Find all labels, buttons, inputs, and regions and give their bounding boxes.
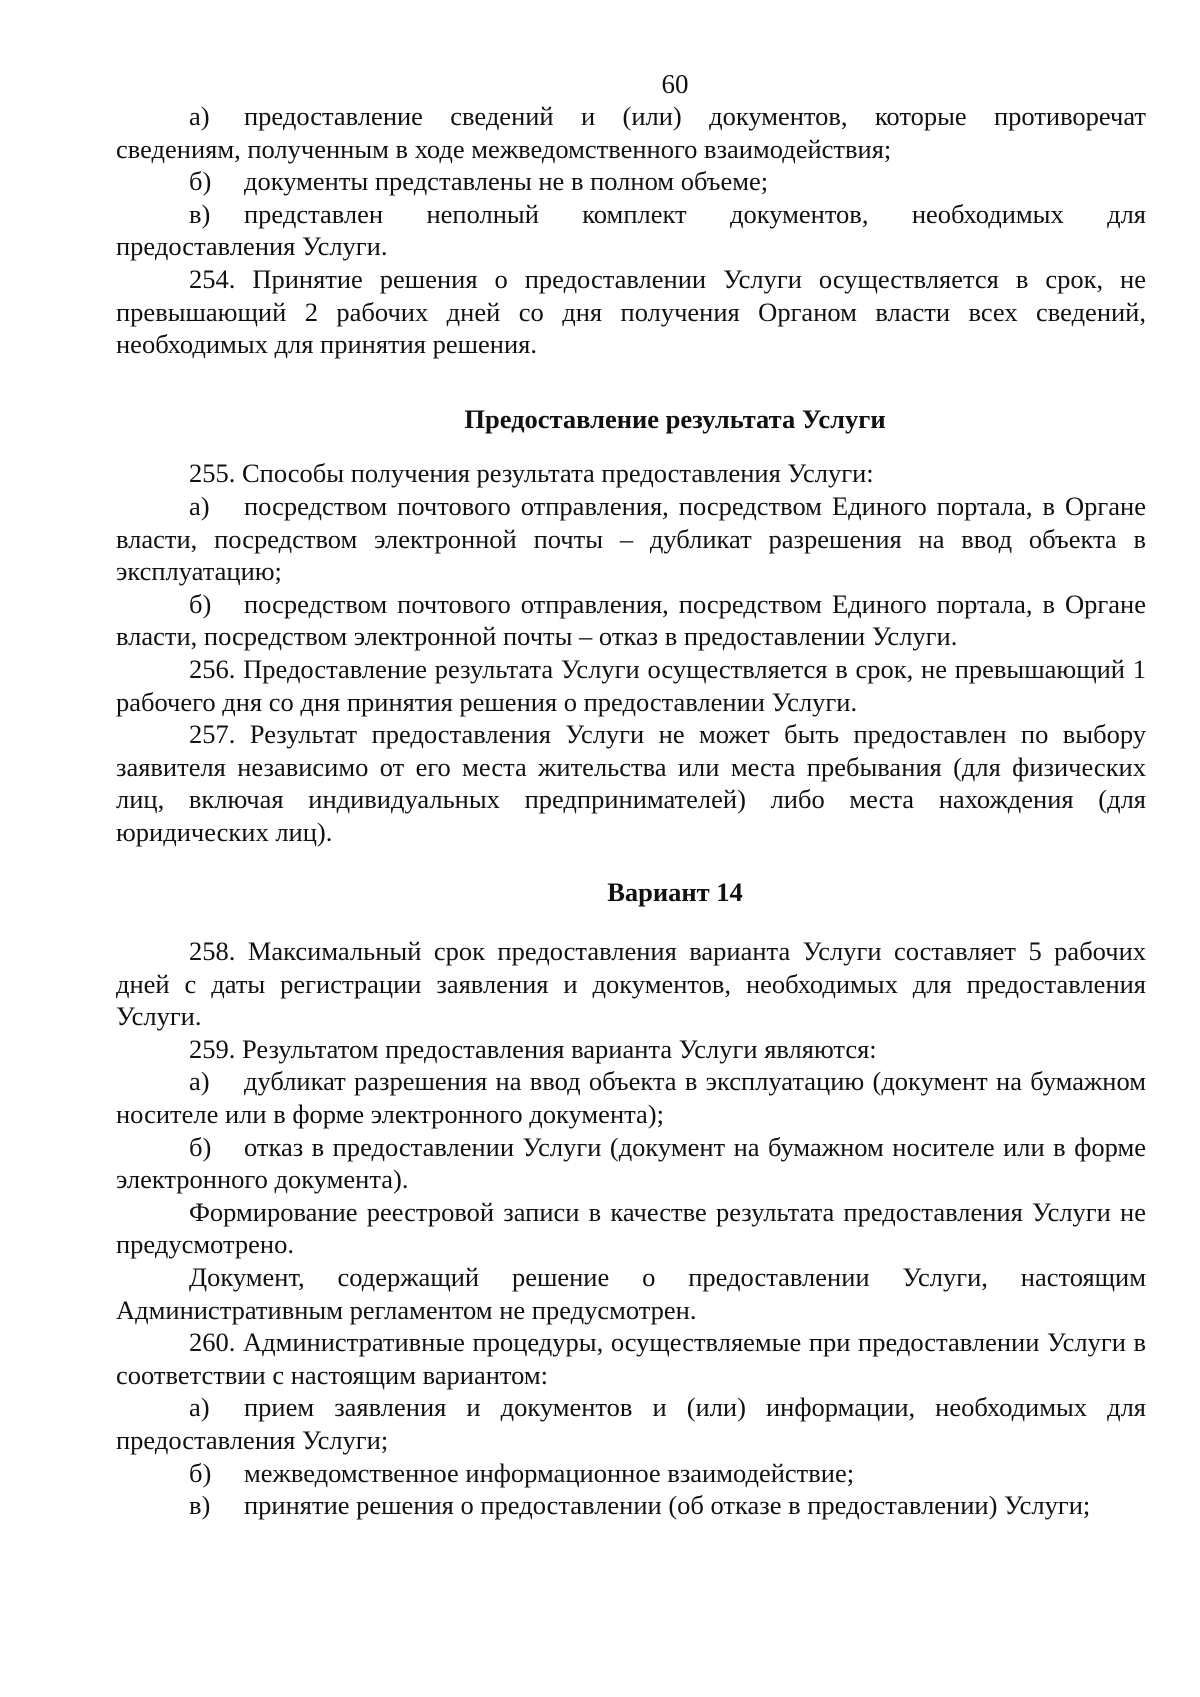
paragraph-text: представлен неполный комплект документов, необходимых для предоставления Услуги. [116,198,1146,262]
list-marker: а) [189,1066,210,1097]
paragraph [116,935,1146,1033]
section-heading: Предоставление результата Услуги [464,403,886,434]
list-marker: в) [189,1490,211,1521]
paragraph [116,1033,1146,1066]
list-item [116,198,1146,263]
list-item [116,165,1146,198]
list-item [116,1391,1146,1456]
paragraph-text: посредством почтового отправления, посредством Единого портала, в Органе власти, посредством электронной почты – отказ в предоставлении Услуги. [116,588,1146,652]
list-item [116,100,1146,165]
document-page [116,68,1146,1522]
paragraph-text: 254. Принятие решения о предоставлении Услуги осуществляется в срок, не превышающий 2 рабочих дней со дня получения Органом власти всех сведений, необходимых для принятия решения. [116,263,1146,360]
paragraph [116,653,1146,718]
list-item [116,1457,1146,1490]
paragraph-text: 258. Максимальный срок предоставления варианта Услуги составляет 5 рабочих дней с даты регистрации заявления и документов, необходимых для предоставления Услуги. [116,936,1146,1032]
list-marker: а) [189,490,210,521]
list-marker: б) [189,1457,212,1488]
paragraph [116,1326,1146,1391]
section-heading: Вариант 14 [607,877,743,908]
paragraph-text: прием заявления и документов и (или) информации, необходимых для предоставления Услуги; [116,1392,1146,1455]
list-marker: а) [189,101,210,131]
paragraph-text: 257. Результат предоставления Услуги не может быть предоставлен по выбору заявителя независимо от его места жительства или места пребывания (для физических лиц, включая индивидуальных предпринимателей) либо места нахождения (для юридических лиц). [116,719,1146,847]
list-item [116,588,1146,653]
paragraph-text: 259. Результатом предоставления варианта Услуги являются: [189,1033,877,1064]
paragraph-text: дубликат разрешения на ввод объекта в эксплуатацию (документ на бумажном носителе или в форме электронного документа); [116,1066,1146,1130]
list-marker: в) [189,198,211,229]
paragraph [116,457,1146,490]
list-item [116,1131,1146,1196]
paragraph-text: Документ, содержащий решение о предоставлении Услуги, настоящим Административным регламентом не предусмотрен. [116,1262,1146,1325]
paragraph-text: 256. Предоставление результата Услуги осуществляется в срок, не превышающий 1 рабочего дня со дня принятия решения о предоставлении Услуги. [116,653,1146,717]
paragraph [116,1196,1146,1261]
paragraph-text: отказ в предоставлении Услуги (документ на бумажном носителе или в форме электронного документа). [116,1131,1146,1195]
list-item [116,1489,1146,1522]
list-item [116,1065,1146,1130]
section-middle [116,457,1146,848]
paragraph [116,263,1146,361]
paragraph-text: межведомственное информационное взаимодействие; [244,1457,855,1488]
paragraph-text: 255. Способы получения результата предоставления Услуги: [189,458,874,489]
section-top [116,100,1146,361]
paragraph [116,718,1146,848]
paragraph-text: 260. Административные процедуры, осуществляемые при предоставлении Услуги в соответствии с настоящим вариантом: [116,1327,1146,1390]
list-marker: б) [189,1131,212,1162]
list-marker: б) [189,588,212,619]
list-item [116,490,1146,588]
paragraph-text: предоставление сведений и (или) документов, которые противоречат сведениям, полученным в ходе межведомственного взаимодействия; [116,101,1146,164]
paragraph-text: Формирование реестровой записи в качестве результата предоставления Услуги не предусмотрено. [116,1196,1146,1260]
page-number: 60 [661,69,689,99]
list-marker: а) [189,1392,210,1423]
paragraph-text: принятие решения о предоставлении (об отказе в предоставлении) Услуги; [244,1490,1091,1521]
list-marker: б) [189,166,212,197]
paragraph [116,1261,1146,1326]
paragraph-text: посредством почтового отправления, посредством Единого портала, в Органе власти, посредством электронной почты – дубликат разрешения на ввод объекта в эксплуатацию; [116,490,1146,587]
section-bottom [116,935,1146,1522]
paragraph-text: документы представлены не в полном объеме; [244,166,769,197]
